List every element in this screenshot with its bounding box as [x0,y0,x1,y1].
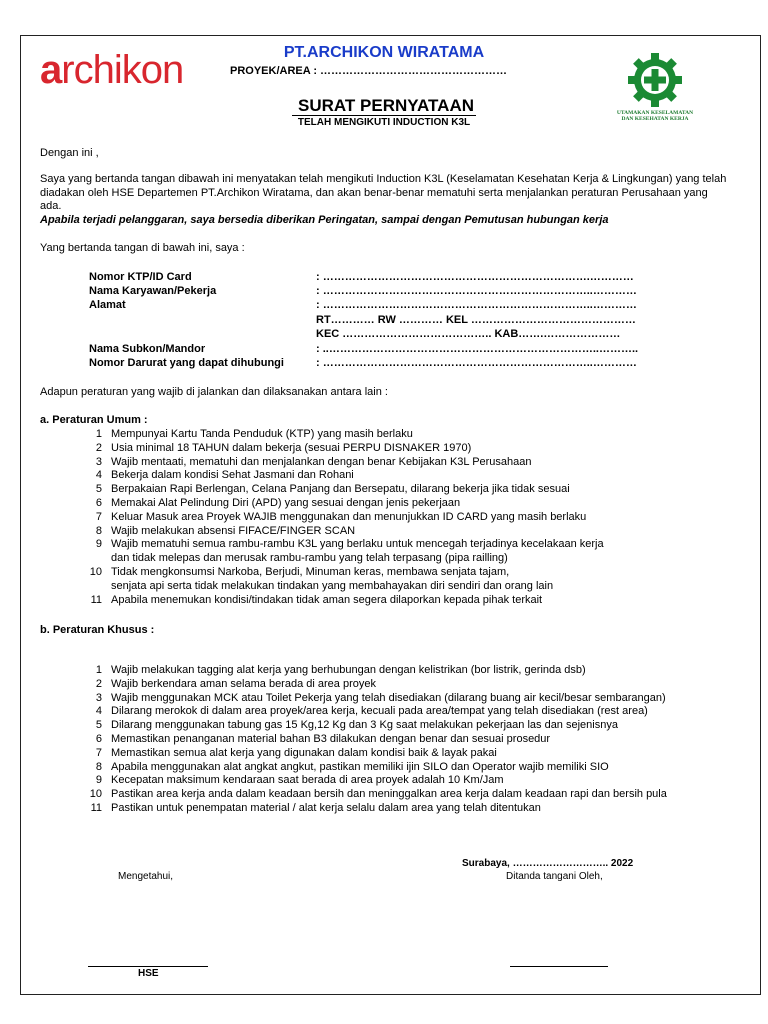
rules-intro: Adapun peraturan yang wajib di jalankan dan dilaksanakan antara lain : [40,386,388,398]
section-a-title: a. Peraturan Umum : [40,414,148,426]
list-item: Wajib melakukan absensi FIFACE/FINGER SCAN [111,524,356,537]
hse-signature-line [88,966,208,967]
field-label: Alamat [89,299,126,311]
signed-by-label: Ditanda tangani Oleh, [506,871,603,882]
item-number: 8 [95,760,102,773]
document-title: SURAT PERNYATAAN [0,96,768,116]
company-name: PT.ARCHIKON WIRATAMA [283,44,485,61]
field-label: Nama Subkon/Mandor [89,343,206,355]
list-item: Memakai Alat Pelindung Diri (APD) yang sesuai dengan jenis pekerjaan [111,497,461,509]
item-number: 3 [95,455,102,468]
warning-text: Apabila terjadi pelanggaran, saya bersedia diberikan Peringatan, sampai dengan Pemutusan hubungan kerja [40,214,609,226]
hse-role-label: HSE [138,968,159,979]
list-item: Dilarang merokok di dalam area proyek/area kerja, kecuali pada area/tempat yang telah disediakan (rest area) [111,705,648,718]
signer-signature-line [510,966,608,967]
item-number: 5 [95,719,102,732]
list-item: Wajib menggunakan MCK atau Toilet Pekerja yang telah disediakan (dilarang buang air kecil/besar sembarangan) [111,691,666,704]
list-item: Wajib berkendara aman selama berada di area proyek [111,677,376,690]
list-item: Dilarang menggunakan tabung gas 15 Kg,12 Kg dan 3 Kg saat melakukan pekerjaan las dan sejenisnya [111,719,618,732]
acknowledged-label: Mengetahui, [118,871,174,882]
k3-caption: UTAMAKAN KESELAMATAN DAN KESEHATAN KERJA [616,110,694,123]
signer-intro: Yang bertanda tangan di bawah ini, saya : [40,242,245,254]
field-label: Nomor Darurat yang dapat dihubungi [89,357,284,369]
item-number: 5 [95,483,102,496]
field-value: : ……………………………………………………………….………… [316,271,634,283]
item-number: 9 [95,538,102,551]
item-number: 3 [95,691,102,704]
list-item: Memastikan semua alat kerja yang digunakan dalam kondisi baik & layak pakai [111,746,497,759]
list-item: Wajib mematuhi semua rambu-rambu K3L yang berlaku untuk mencegah terjadinya kecelakaan kerja [111,538,604,551]
list-item: Wajib melakukan tagging alat kerja yang berhubungan dengan kelistrikan (bor listrik, gerinda dsb) [111,664,586,676]
list-item: Berpakaian Rapi Berlengan, Celana Panjang dan Bersepatu, dilarang bekerja jika tidak sesuai [111,483,570,496]
section-b-title: b. Peraturan Khusus : [40,624,155,636]
list-item: Bekerja dalam kondisi Sehat Jasmani dan Rohani [111,469,354,482]
archikon-logo: archikon [40,48,184,92]
item-number: 7 [95,510,102,523]
item-number: 11 [90,802,102,814]
item-number: 2 [95,441,102,454]
list-item: Memastikan penanganan material bahan B3 dilakukan dengan benar dan sesuai prosedur [111,733,551,745]
list-item: senjata api serta tidak melakukan tindakan yang membahayakan diri sendiri dan orang lain [111,579,554,592]
item-number: 6 [95,733,102,745]
field-label: Nama Karyawan/Pekerja [89,285,217,297]
proyek-area-field: PROYEK/AREA : …………………………………………… [230,65,508,77]
field-value: : ………………………………………………………………..………… [316,299,637,311]
list-item: Apabila menggunakan alat angkat angkut, pastikan memiliki ijin SILO dan Operator wajib memiliki SIO [111,760,609,773]
statement-paragraph: Saya yang bertanda tangan dibawah ini menyatakan telah mengikuti Induction K3L (Keselamatan Kesehatan Kerja & Lingkungan) yang telah diadakan oleh HSE Departemen PT.Archikon Wiratama, dan akan benar-benar mematuhi serta menjalankan peraturan Perusahaan yang ada. [40,173,727,212]
place-date: Surabaya, ……………………….. 2022 [462,858,634,869]
item-number: 1 [95,664,102,676]
list-item: Pastikan untuk penempatan material / alat kerja selalu dalam area yang telah ditentukan [111,802,541,814]
item-number: 4 [95,469,102,482]
list-item: Mempunyai Kartu Tanda Penduduk (KTP) yang masih berlaku [111,428,413,440]
item-number: 4 [95,705,102,718]
list-item: dan tidak melepas dan merusak rambu-rambu yang telah terpasang (pipa railling) [111,552,508,565]
field-value: : ………………………………………………………………..………… [316,357,637,369]
field-label: Nomor KTP/ID Card [89,271,192,283]
item-number: 9 [95,774,102,787]
field-value: : ..………………………………………………………………..……….. [316,343,639,355]
item-number: 6 [95,497,102,509]
list-item: Wajib mentaati, mematuhi dan menjalankan dengan benar Kebijakan K3L Perusahaan [111,455,532,468]
list-item: Keluar Masuk area Proyek WAJIB menggunakan dan menunjukkan ID CARD yang masih berlaku [111,510,587,523]
field-value: KEC ………………………………….. KAB…….………………… [316,328,621,340]
field-value: : ………………………………………………………………..………… [316,285,637,297]
list-item: Tidak mengkonsumsi Narkoba, Berjudi, Minuman keras, membawa senjata tajam, [111,566,510,578]
list-item: Usia minimal 18 TAHUN dalam bekerja (sesuai PERPU DISNAKER 1970) [111,441,472,454]
document-subtitle: TELAH MENGIKUTI INDUCTION K3L [297,117,471,128]
field-value: RT………… RW ………… KEL ……………………………………… [316,314,636,326]
list-item: Pastikan area kerja anda dalam keadaan bersih dan meninggalkan area kerja dalam keadaan rapi dan bersih pula [111,788,667,801]
greeting: Dengan ini , [40,147,99,159]
item-number: 10 [89,566,102,578]
item-number: 2 [95,677,102,690]
item-number: 7 [95,746,102,759]
item-number: 1 [95,428,102,440]
item-number: 8 [95,524,102,537]
item-number: 10 [89,788,102,801]
list-item: Apabila menemukan kondisi/tindakan tidak aman segera dilaporkan kepada pihak terkait [111,593,543,606]
item-number: 11 [90,593,102,606]
list-item: Kecepatan maksimum kendaraan saat berada di area proyek adalah 10 Km/Jam [111,774,504,787]
